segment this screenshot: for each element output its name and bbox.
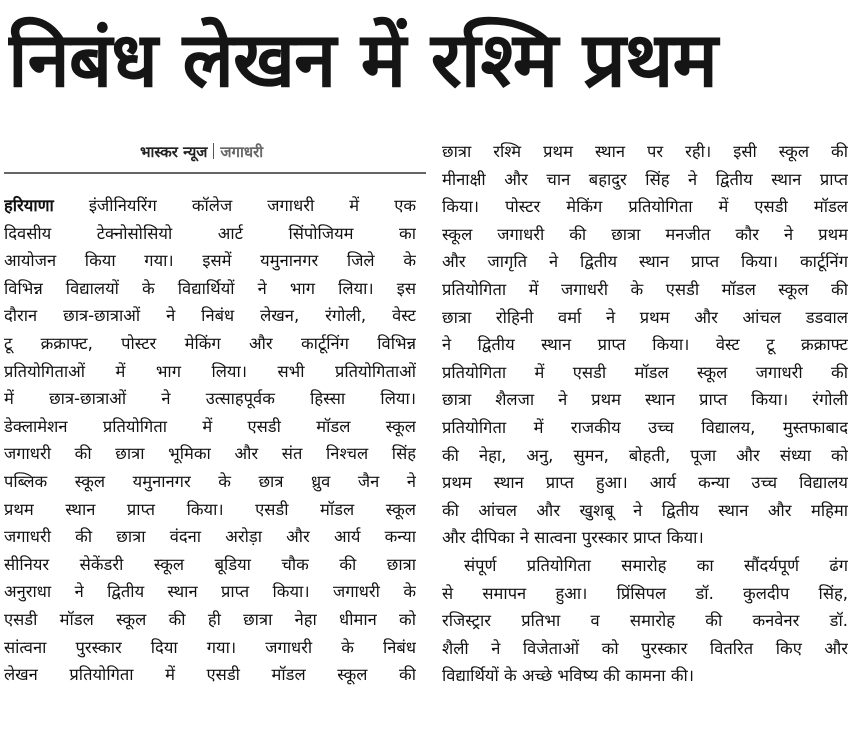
article-line: विद्यार्थियों के अच्छे भविष्य की कामना की। <box>442 666 695 686</box>
article-line: टू क्रक्राफ्ट, पोस्टर मेकिंग और कार्टूनिंग विभिन्न <box>4 333 416 353</box>
article-line: हरियाणा इंजीनियरिंग कॉलेज जगाधरी में एक <box>4 196 416 215</box>
article-line: सीनियर सेकेंडरी स्कूल बूडिया चौक की छात्रा <box>4 554 416 574</box>
article-line: दिवसीय टेक्नोसोसियो आर्ट सिंपोजियम का <box>4 223 416 243</box>
article-line: प्रतियोगिताओं में भाग लिया। सभी प्रतियोगिताओं <box>4 361 416 381</box>
article-line: अनुराधा ने द्वितीय स्थान प्राप्त किया। जगाधरी के <box>4 582 416 602</box>
byline-source: भास्कर न्यूज <box>140 143 208 161</box>
article-line: की नेहा, अनु, सुमन, बोहती, पूजा और संध्या को <box>442 445 848 465</box>
article-line: छात्रा रश्मि प्रथम स्थान पर रही। इसी स्कूल की <box>442 142 848 161</box>
byline <box>140 140 263 164</box>
article-line: किया। पोस्टर मेकिंग प्रतियोगिता में एसडी मॉडल <box>442 197 848 217</box>
article-line: संपूर्ण प्रतियोगिता समारोह का सौंदर्यपूर्ण ढंग <box>464 555 848 575</box>
dateline-lead: हरियाणा <box>4 196 54 215</box>
article-line: प्रतियोगिता में राजकीय उच्च विद्यालय, मुस्तफाबाद <box>442 417 848 437</box>
article-line: स्कूल जगाधरी की छात्रा मनजीत कौर ने प्रथम <box>442 224 848 244</box>
article-line: जगाधरी की छात्रा वंदना अरोड़ा और आर्य कन्या <box>4 527 416 547</box>
article-line: मीनाक्षी और चान बहादुर सिंह ने द्वितीय स्थान प्राप्त <box>442 169 848 189</box>
article-line: पब्लिक स्कूल यमुनानगर के छात्र ध्रुव जैन ने <box>4 471 416 491</box>
article-line: एसडी मॉडल स्कूल की ही छात्रा नेहा धीमान को <box>4 609 416 629</box>
article-line: सांत्वना पुरस्कार दिया गया। जगाधरी के निबंध <box>4 637 416 657</box>
article-line: डेक्लामेशन प्रतियोगिता में एसडी मॉडल स्कूल <box>4 416 416 436</box>
article-line: दौरान छात्र-छात्राओं ने निबंध लेखन, रंगोली, वेस्ट <box>4 306 416 326</box>
article-line: और जागृति ने द्वितीय स्थान प्राप्त किया। कार्टूनिंग <box>442 252 848 272</box>
article-line: शैली ने विजेताओं को पुरस्कार वितरित किए और <box>442 638 848 658</box>
article-line: लेखन प्रतियोगिता में एसडी मॉडल स्कूल की <box>4 665 416 685</box>
article-column-left <box>4 192 416 689</box>
article-line: में छात्र-छात्राओं ने उत्साहपूर्वक हिस्सा लिया। <box>4 389 416 409</box>
article-line: प्रथम स्थान प्राप्त किया। एसडी मॉडल स्कूल <box>4 499 416 519</box>
article-line: आयोजन किया गया। इसमें यमुनानगर जिले के <box>4 251 416 271</box>
article-line: ने द्वितीय स्थान प्राप्त किया। वेस्ट टू क्रक्राफ्ट <box>442 335 848 355</box>
article-line: रजिस्ट्रार प्रतिभा व समारोह की कनवेनर डॉ. <box>442 611 848 631</box>
article-line: छात्रा रोहिनी वर्मा ने प्रथम और आंचल डडवाल <box>442 307 848 327</box>
byline-divider <box>213 143 214 159</box>
article-line: से समापन हुआ। प्रिंसिपल डॉ. कुलदीप सिंह, <box>442 583 848 603</box>
article-line: छात्रा शैलजा ने प्रथम स्थान प्राप्त किया। रंगोली <box>442 390 848 410</box>
headline: निबंध लेखन में रश्मि प्रथम <box>8 15 717 104</box>
byline-place: जगाधरी <box>220 143 264 161</box>
byline-rule <box>4 172 426 174</box>
article-line: प्रतियोगिता में एसडी मॉडल स्कूल जगाधरी की <box>442 362 848 382</box>
article-column-right <box>442 138 848 690</box>
article-line: और दीपिका ने सात्वना पुरस्कार प्राप्त किया। <box>442 528 704 548</box>
article-line: विभिन्न विद्यालयों के विद्यार्थियों ने भाग लिया। इस <box>4 278 416 298</box>
article-line: की आंचल और खुशबू ने द्वितीय स्थान और महिमा <box>442 500 848 520</box>
article-line: प्रथम स्थान प्राप्त हुआ। आर्य कन्या उच्च विद्यालय <box>442 473 848 493</box>
article-line: जगाधरी की छात्रा भूमिका और संत निश्चल सिंह <box>4 444 416 464</box>
article-line: प्रतियोगिता में जगाधरी के एसडी मॉडल स्कूल की <box>442 279 848 299</box>
